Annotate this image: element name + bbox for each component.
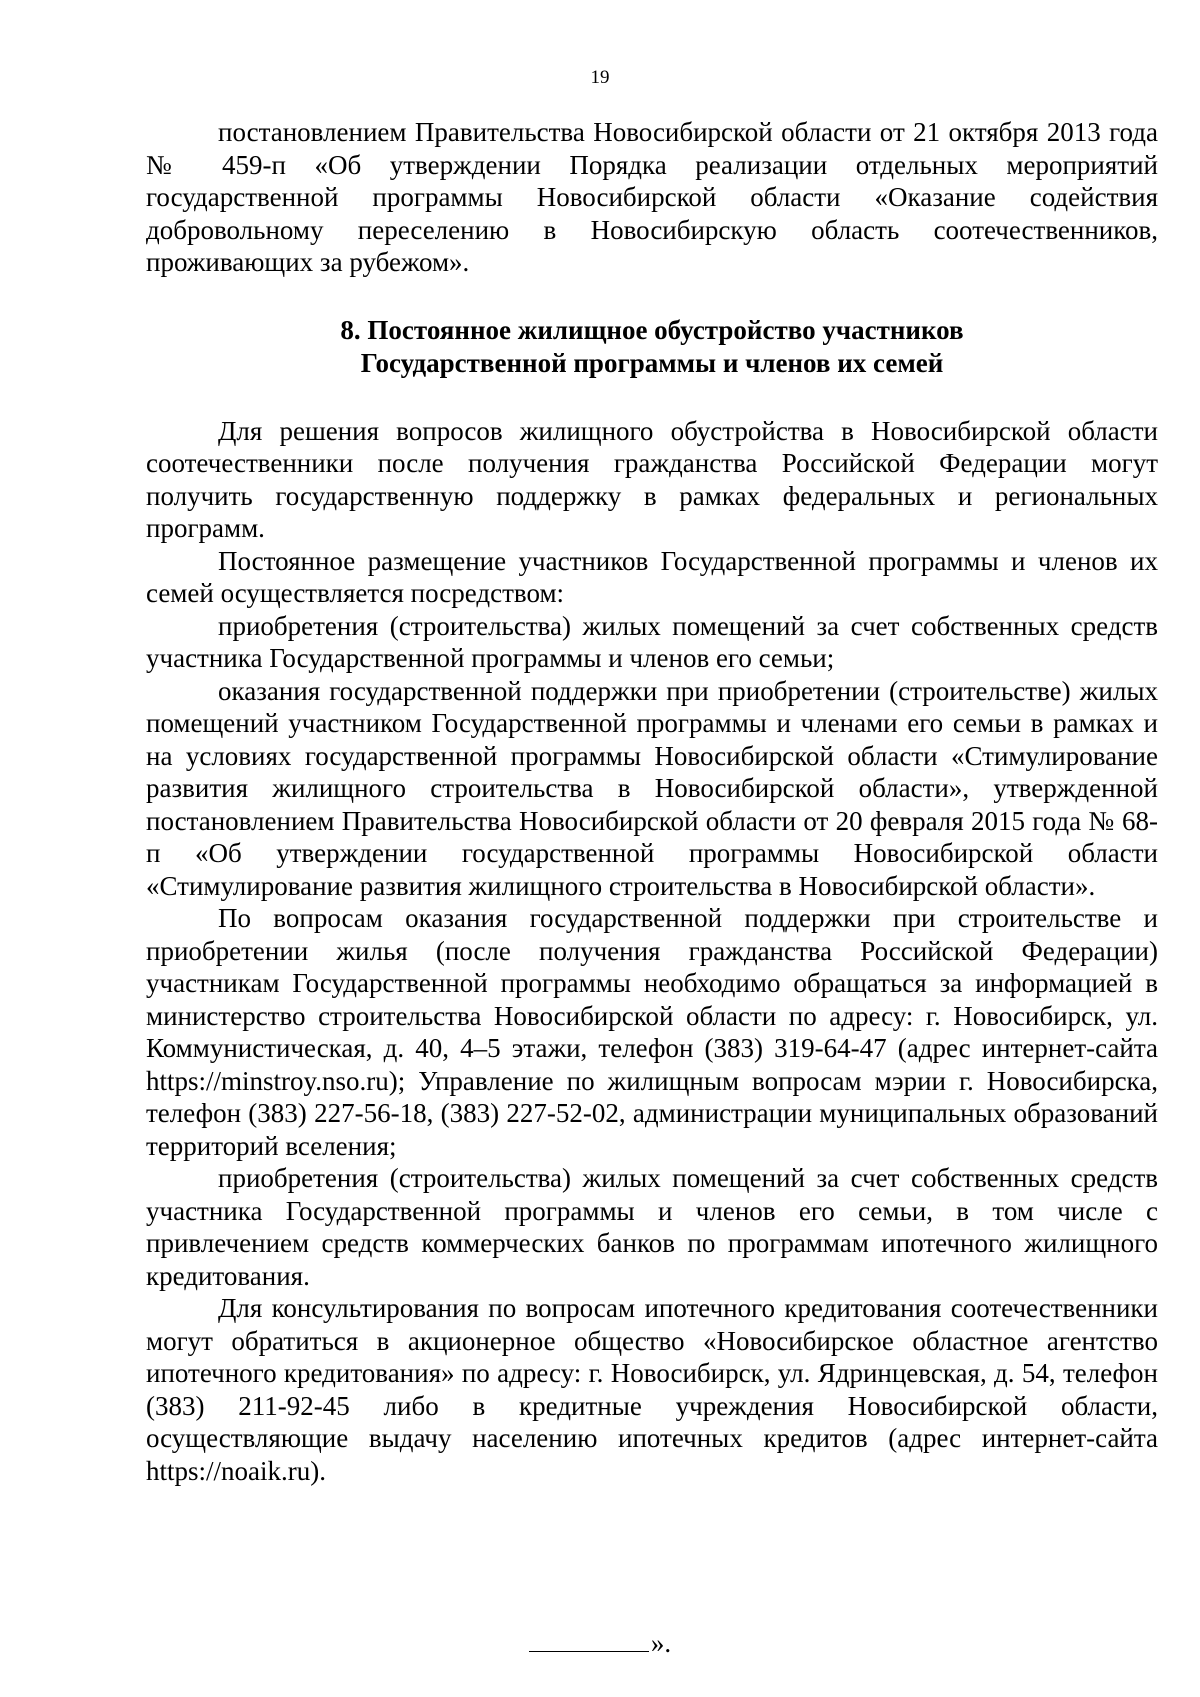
paragraph-contact-info: По вопросам оказания государственной поддержки при строительстве и приобретении жилья (после получения гражданства Российской Федерации) участникам Государственной программы необходимо обращаться за информацией в министерство строительства Новосибирской области по адресу: г. Новосибирск, ул. Коммунистическая, д. 40, 4–5 этажи, телефон (383) 319-64-47 (адрес интернет-сайта https://minstroy.nso.ru); Управление по жилищным вопросам мэрии г. Новосибирска, телефон (383) 227-56-18, (383) 227-52-02, администрации муниципальных образований территорий вселения;: [146, 903, 1158, 1161]
paragraph-own-funds: приобретения (строительства) жилых помещений за счет собственных средств участника Государственной программы и членов его семьи;: [146, 610, 1158, 673]
closing-underline: [529, 1629, 649, 1652]
page-number: 19: [590, 67, 610, 88]
paragraph-mortgage-consulting: Для консультирования по вопросам ипотечного кредитования соотечественники могут обратиться в акционерное общество «Новосибирское областное агентство ипотечного кредитования» по адресу: г. Новосибирск, ул. Ядринцевская, д. 54, телефон (383) 211-92-45 либо в кредитные учреждения Новосибирской области, осуществляющие выдачу населению ипотечных кредитов (адрес интернет-сайта https://noaik.ru).: [146, 1293, 1158, 1486]
closing-mark: ».: [650, 1628, 672, 1658]
section-heading-line-2: Государственной программы и членов их семей: [360, 347, 944, 378]
closing-line: [0, 1627, 1200, 1659]
paragraph-state-support: оказания государственной поддержки при приобретении (строительстве) жилых помещений участником Государственной программы и членами его семьи в рамках и на условиях государственной программы Новосибирской области «Стимулирование развития жилищного строительства в Новосибирской области», утвержденной постановлением Правительства Новосибирской области от 20 февраля 2015 года № 68-п «Об утверждении государственной программы Новосибирской области «Стимулирование развития жилищного строительства в Новосибирской области».: [146, 675, 1158, 901]
paragraph-permanent-placement: Постоянное размещение участников Государственной программы и членов их семей осуществляется посредством:: [146, 545, 1158, 608]
paragraph-housing-support: Для решения вопросов жилищного обустройства в Новосибирской области соотечественники после получения гражданства Российской Федерации могут получить государственную поддержку в рамках федеральных и региональных программ.: [146, 415, 1158, 543]
document-body: [146, 116, 1158, 1487]
paragraph-mortgage-funds: приобретения (строительства) жилых помещений за счет собственных средств участника Государственной программы и членов его семьи, в том числе с привлечением средств коммерческих банков по программам ипотечного жилищного кредитования.: [146, 1163, 1158, 1291]
intro-paragraph: постановлением Правительства Новосибирской области от 21 октября 2013 года № 459-п «Об утверждении Порядка реализации отдельных мероприятий государственной программы Новосибирской области «Оказание содействия добровольному переселению в Новосибирскую область соотечественников, проживающих за рубежом».: [146, 117, 1158, 277]
section-heading-line-1: 8. Постоянное жилищное обустройство участников: [340, 314, 964, 345]
section-heading: [146, 314, 1158, 380]
